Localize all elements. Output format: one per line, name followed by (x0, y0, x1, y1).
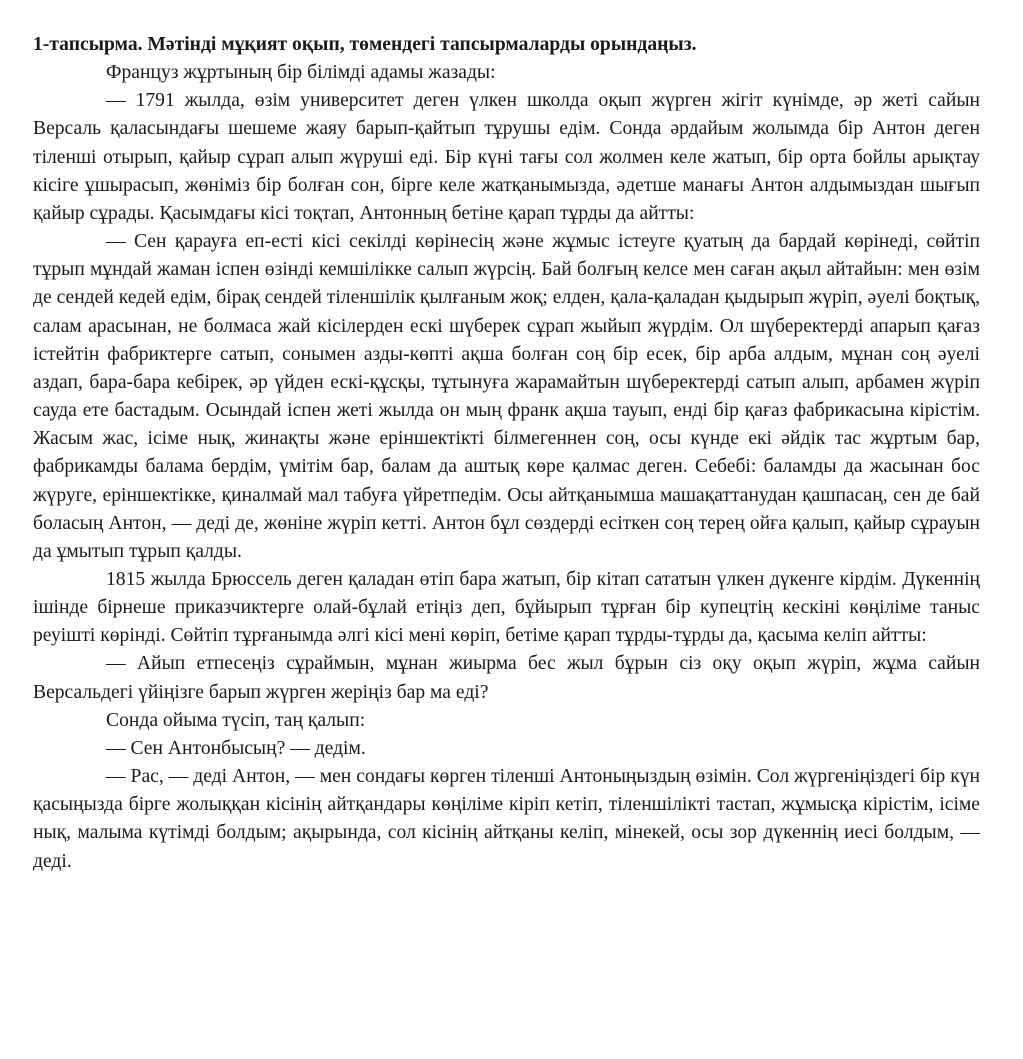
task-heading: 1-тапсырма. Мәтінді мұқият оқып, төмендегі тапсырмаларды орындаңыз. (33, 34, 697, 55)
paragraph-advice-speech: — Сен қарауға еп-есті кісі секілді көрінесің және жұмыс істеуге қуатың да бардай көрінеді, сөйтіп тұрып мұндай жаман іспен өзінді кемшілікке салып жүрсің. Бай болғың келсе мен саған ақыл айтайын: мен өзім де сендей кедей едім, бірақ сендей тіленшілік қылғаным жоқ; елден, қала-қаладан қыдырып жүріп, әуелі боқтық, салам арасынан, не болмаса жай кісілерден ескі шүберек сұрап жыйып жүрдім. Ол шүберектерді апарып қағаз істейтін фабриктерге сатып, сонымен азды-көпті ақша болған соң бір есек, бір арба алдым, мұнан соң әуелі аздап, бара-бара кебірек, әр үйден ескі-құсқы, тұтынуға жарамайтын шүберектерді сатып алып, арбамен жүріп сауда ете бастадым. Осындай іспен жеті жылда он мың франк ақша тауып, енді бір қағаз фабрикасына кірістім. Жасым жас, ісіме нық, жинақты және еріншектікті білмегеннен соң, осы күнде екі әйдік тас жұртым бар, фабрикамды балама бердім, үмітім бар, балам да аштық көре қалмас деген. Себебі: баламды да жасынан бос жүруге, еріншектікке, қиналмай мал табуға үйретпедім. Осы айтқанымша машақаттанудан қашпасаң, сен де бай боласың Антон, — деді де, жөніне жүріп кетті. Антон бұл сөздерді есіткен соң терең ойға қалып, қайыр сұрауын да ұмытып тұрып қалды. (33, 231, 981, 562)
paragraph-intro: Француз жұртының бір білімді адамы жазады: (106, 62, 496, 84)
paragraph-1815-brussels: 1815 жылда Брюссель деген қаладан өтіп бара жатып, бір кітап сататын үлкен дүкенге кірдім. Дүкеннің ішінде бірнеше приказчиктерге олай-бұлай етіңіз деп, бұйырып тұрған бір купецтің кескіні көңіліме таныс реуішті көрінді. Сөйтіп тұрғанымда әлгі кісі мені көріп, бетіме қарап тұрды-тұрды да, қасыма келіп айтты: (33, 568, 980, 647)
paragraph-1791-story: — 1791 жылда, өзім университет деген үлкен школда оқып жүрген жігіт күнімде, әр жеті сайын Версаль қаласындағы шешеме жаяу барып-қайтып тұрушы едім. Сонда әрдайым жолымда бір Антон деген тіленші отырып, қайыр сұрап алып жүруші еді. Бір күні тағы сол жолмен келе жатып, бір орта бойлы арықтау кісіге ұшырасып, жөніміз бір болған сон, бірге келе жатқанымызда, әдетше манағы Антон алдымыздан шығып қайыр сұрады. Қасымдағы кісі тоқтап, Антонның бетіне қарап тұрды да айтты: (33, 90, 980, 224)
paragraph-anton-reply: — Рас, — деді Антон, — мен сондағы көрген тіленші Антоныңыздың өзімін. Сол жүргеніңіздегі бір күн қасыңызда бірге жолыққан кісінің айтқандары көңіліме кіріп кетіп, тіленшілікті тастап, жұмысқа кірістім, ісіме нық, малыма күтімді болдым; ақырында, сол кісінің айтқаны келіп, мінекей, осы зор дүкеннің иесі болдым, — деді. (33, 766, 980, 872)
paragraph-question: — Айып етпесеңіз сұраймын, мұнан жиырма бес жыл бұрын сіз оқу оқып жүріп, жұма сайын Версальдегі үйіңізге барып жүрген жеріңіз бар ма еді? (33, 653, 980, 703)
paragraph-are-you-anton: — Сен Антонбысың? — дедім. (106, 737, 366, 759)
paragraph-surprise: Сонда ойыма түсіп, таң қалып: (106, 709, 366, 731)
